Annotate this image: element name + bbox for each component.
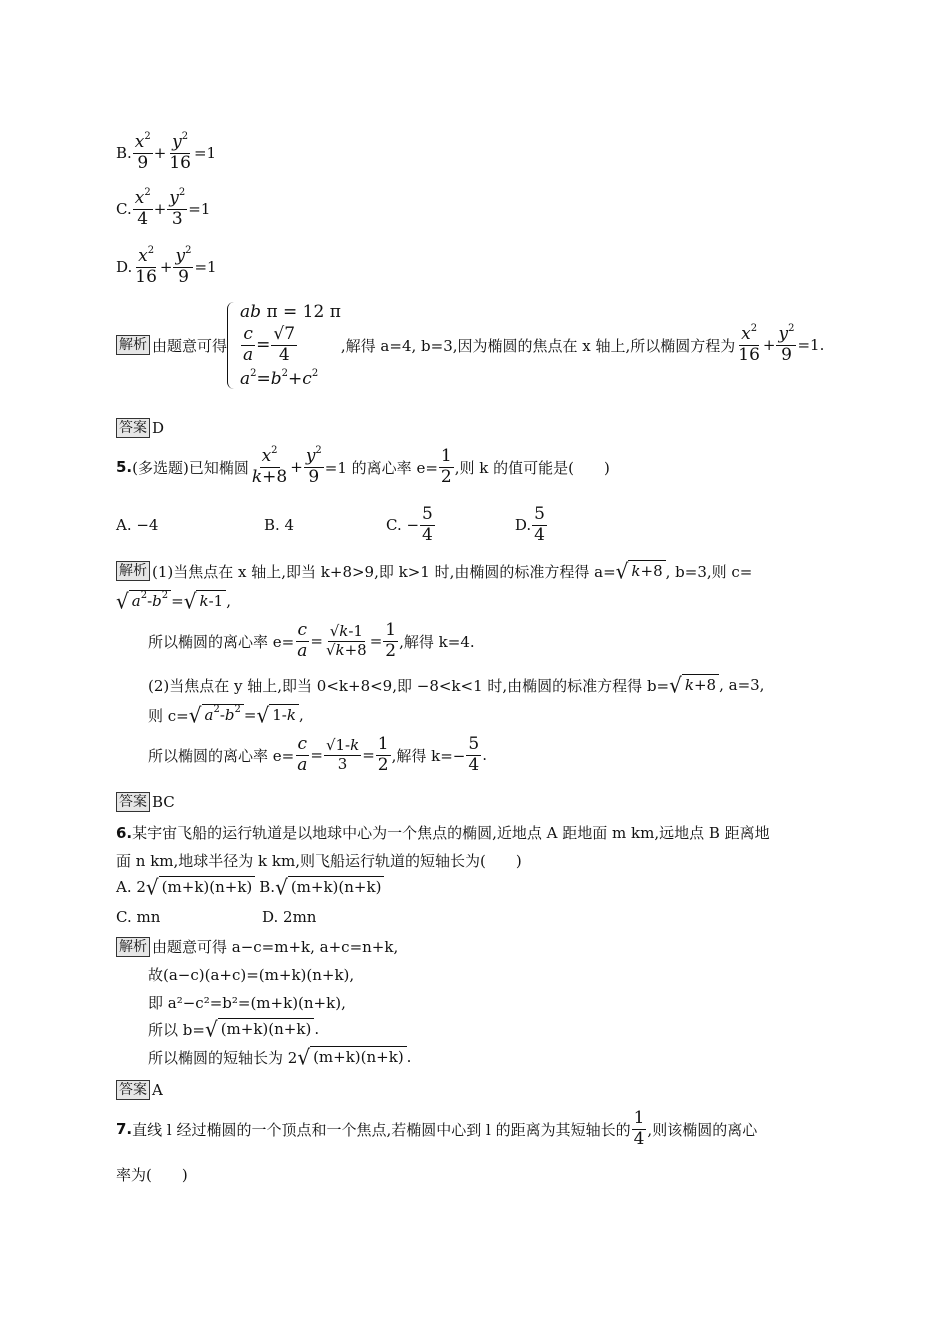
q5-analysis-line5: 则 c= √ $a^2-b^2$ = √ 1-k , <box>148 702 304 728</box>
q5-answer <box>116 792 175 812</box>
fraction: $\frac{1}{4}$ <box>633 1108 645 1149</box>
question-number: 7. <box>116 1120 133 1139</box>
option-label: D. <box>116 258 133 277</box>
q5-analysis-line4 <box>148 674 764 696</box>
option-c: C. $\frac{x^2}{4}$ + $\frac{y^2}{3}$ =1 <box>116 187 211 229</box>
q7-stem-line1 <box>116 1110 757 1149</box>
analysis-text: 即 a²−c²=b²=(m+k)(n+k), <box>148 994 346 1012</box>
q6-answer <box>116 1080 163 1100</box>
q4-analysis: 解析 由题意可得 ab π = 12 π $\frac{c}{a}$ = $\frac{√7}{4}$ $a^2=b^2+c^2$ ,解得 a=4, b=3,因为椭圆的焦点在 x 轴上,所以椭圆方程为 $\frac{x^2}{16}$ + $\frac{y^2}{9}$ =1. <box>116 302 824 389</box>
fraction: $\frac{5}{4}$ <box>534 504 545 545</box>
q5-options <box>116 506 548 545</box>
analysis-text: 所以椭圆的短轴长为 2 <box>148 1048 298 1067</box>
sqrt: √ $a^2-b^2$ <box>189 704 244 726</box>
q6-analysis-line2 <box>148 964 354 985</box>
stem-text: 率为( ) <box>116 1166 188 1184</box>
stem-text: 直线 l 经过椭圆的一个顶点和一个焦点,若椭圆中心到 l 的距离为其短轴长的 <box>132 1120 631 1139</box>
option-b: B. 4 <box>264 516 295 535</box>
equals-one: =1 <box>193 144 217 163</box>
fraction: $\frac{5}{4}$ <box>468 734 480 775</box>
fraction: $\frac{x^2}{16}$ <box>738 323 760 365</box>
option-d: D. $\frac{x^2}{16}$ + $\frac{y^2}{9}$ =1 <box>116 245 217 287</box>
fraction: $\frac{x^2}{k+8}$ <box>251 445 288 487</box>
analysis-text: 由题意可得 a−c=m+k, a+c=n+k, <box>152 938 399 956</box>
analysis-text: 所以椭圆的离心率 e= <box>148 632 295 651</box>
answer-value: D <box>152 419 165 437</box>
q6-analysis-line4: 所以 b= √ (m+k)(n+k) . <box>148 1016 320 1042</box>
analysis-text: 则 c= <box>148 706 189 725</box>
sqrt: √ k-1 <box>184 590 226 612</box>
option-a: A. 2 <box>116 878 146 896</box>
sqrt: √ (m+k)(n+k) <box>146 876 255 898</box>
option-c: C. − <box>386 516 420 535</box>
analysis-text: 由题意可得 <box>152 336 228 355</box>
analysis-text: ,解得 k=4. <box>399 632 475 651</box>
q7-stem-line2 <box>116 1164 188 1185</box>
q5-analysis-line6: 所以椭圆的离心率 e= $\frac{c}{a}$ = $\frac{√1-k}{3}$ = $\frac{1}{2}$ ,解得 k=− $\frac{5}{4}$ . <box>148 734 487 775</box>
sqrt: √ (m+k)(n+k) <box>275 876 384 898</box>
q5-analysis-line2: √ $a^2-b^2$ = √ k-1 , <box>116 588 231 614</box>
q6-analysis-line1 <box>116 936 398 957</box>
analysis-text: (1)当焦点在 x 轴上,即当 k+8>9,即 k>1 时,由椭圆的标准方程得 a= <box>152 562 616 581</box>
fraction: $\frac{1}{2}$ <box>377 734 389 775</box>
answer-tag: 答案 <box>116 1080 150 1100</box>
equals-one: =1 <box>194 258 217 277</box>
option-label: B. <box>116 144 132 163</box>
q6-analysis-line5: 所以椭圆的短轴长为 2 √ (m+k)(n+k) . <box>148 1044 412 1070</box>
fraction: $\frac{1}{2}$ <box>385 620 397 661</box>
q4-answer <box>116 418 164 438</box>
equation-system: ab π = 12 π $\frac{c}{a}$ = $\frac{√7}{4}$ $a^2=b^2+c^2$ <box>227 302 341 389</box>
q6-options-ab <box>116 876 384 898</box>
answer-tag: 答案 <box>116 418 150 438</box>
fraction: $\frac{y^2}{9}$ <box>778 323 795 365</box>
q6-stem-line1 <box>116 822 770 843</box>
fraction: $\frac{x^2}{16}$ <box>135 245 157 287</box>
analysis-text: 所以椭圆的离心率 e= <box>148 746 295 765</box>
analysis-text: ,解得 a=4, b=3,因为椭圆的焦点在 x 轴上,所以椭圆方程为 <box>340 336 736 355</box>
answer-value: BC <box>152 793 175 811</box>
q6-options-cd <box>116 908 316 926</box>
option-d: D. <box>514 516 532 535</box>
stem-text: (多选题)已知椭圆 <box>132 458 249 477</box>
analysis-text: 所以 b= <box>148 1020 205 1039</box>
option-a: A. −4 <box>116 516 159 535</box>
q6-stem-line2 <box>116 850 522 871</box>
question-number: 5. <box>116 458 133 477</box>
option-d: D. 2mn <box>262 908 317 926</box>
option-c: C. mn <box>116 908 161 926</box>
answer-value: A <box>152 1081 163 1099</box>
sqrt: √ $a^2-b^2$ <box>116 590 171 612</box>
analysis-tag: 解析 <box>116 561 150 581</box>
fraction: $\frac{c}{a}$ <box>297 734 308 775</box>
fraction: $\frac{x^2}{4}$ <box>134 187 151 229</box>
fraction: $\frac{y^2}{16}$ <box>169 131 191 173</box>
analysis-text: (2)当焦点在 y 轴上,即当 0<k+8<9,即 −8<k<1 时,由椭圆的标准方程得 b= <box>148 676 670 695</box>
question-number: 6. <box>116 823 133 842</box>
analysis-text: 故(a−c)(a+c)=(m+k)(n+k), <box>148 966 355 984</box>
equals-one: =1 <box>188 200 211 219</box>
sqrt: √ (m+k)(n+k) <box>205 1018 314 1040</box>
stem-text: 面 n km,地球半径为 k km,则飞船运行轨道的短轴长为( ) <box>116 852 522 870</box>
fraction: $\frac{y^2}{9}$ <box>175 245 192 287</box>
analysis-tag: 解析 <box>116 937 150 957</box>
sqrt: √ k+8 <box>669 674 719 696</box>
fraction: $\frac{x^2}{9}$ <box>134 131 151 173</box>
option-label: C. <box>116 200 132 219</box>
q5-analysis-line3: 所以椭圆的离心率 e= $\frac{c}{a}$ = $\frac{√k-1}{√k+8}$ = $\frac{1}{2}$ ,解得 k=4. <box>148 620 475 661</box>
fraction: $\frac{√1-k}{3}$ <box>325 736 360 773</box>
stem-text: =1 的离心率 e= <box>324 458 438 477</box>
sqrt: √ 1-k <box>256 704 298 726</box>
fraction: $\frac{y^2}{3}$ <box>169 187 186 229</box>
sqrt: √ k+8 <box>616 560 666 582</box>
analysis-text: ,解得 k=− <box>391 746 466 765</box>
stem-text: ,则 k 的值可能是( ) <box>454 458 610 477</box>
fraction: $\frac{5}{4}$ <box>422 504 433 545</box>
stem-text: 某宇宙飞船的运行轨道是以地球中心为一个焦点的椭圆,近地点 A 距地面 m km,远地点 B 距离地 <box>132 824 770 842</box>
analysis-text: , b=3,则 c= <box>665 562 753 581</box>
stem-text: ,则该椭圆的离心 <box>647 1120 758 1139</box>
analysis-tag: 解析 <box>116 335 150 355</box>
analysis-text: , a=3, <box>719 676 765 694</box>
analysis-text: =1. <box>797 336 825 355</box>
fraction: $\frac{√k-1}{√k+8}$ <box>325 622 367 659</box>
fraction: $\frac{1}{2}$ <box>440 446 452 487</box>
q5-stem: 5. (多选题)已知椭圆 $\frac{x^2}{k+8}$ + $\frac{y^2}{9}$ =1 的离心率 e= $\frac{1}{2}$ ,则 k 的值可能是( ) <box>116 445 610 487</box>
sqrt: √ (m+k)(n+k) <box>297 1046 406 1068</box>
q6-analysis-line3 <box>148 992 346 1013</box>
q5-analysis-line1 <box>116 560 752 582</box>
answer-tag: 答案 <box>116 792 150 812</box>
fraction: $\frac{y^2}{9}$ <box>305 445 322 487</box>
option-b: B. <box>259 878 276 896</box>
option-b: B. $\frac{x^2}{9}$ + $\frac{y^2}{16}$ =1 <box>116 131 217 173</box>
fraction: $\frac{c}{a}$ <box>297 620 308 661</box>
